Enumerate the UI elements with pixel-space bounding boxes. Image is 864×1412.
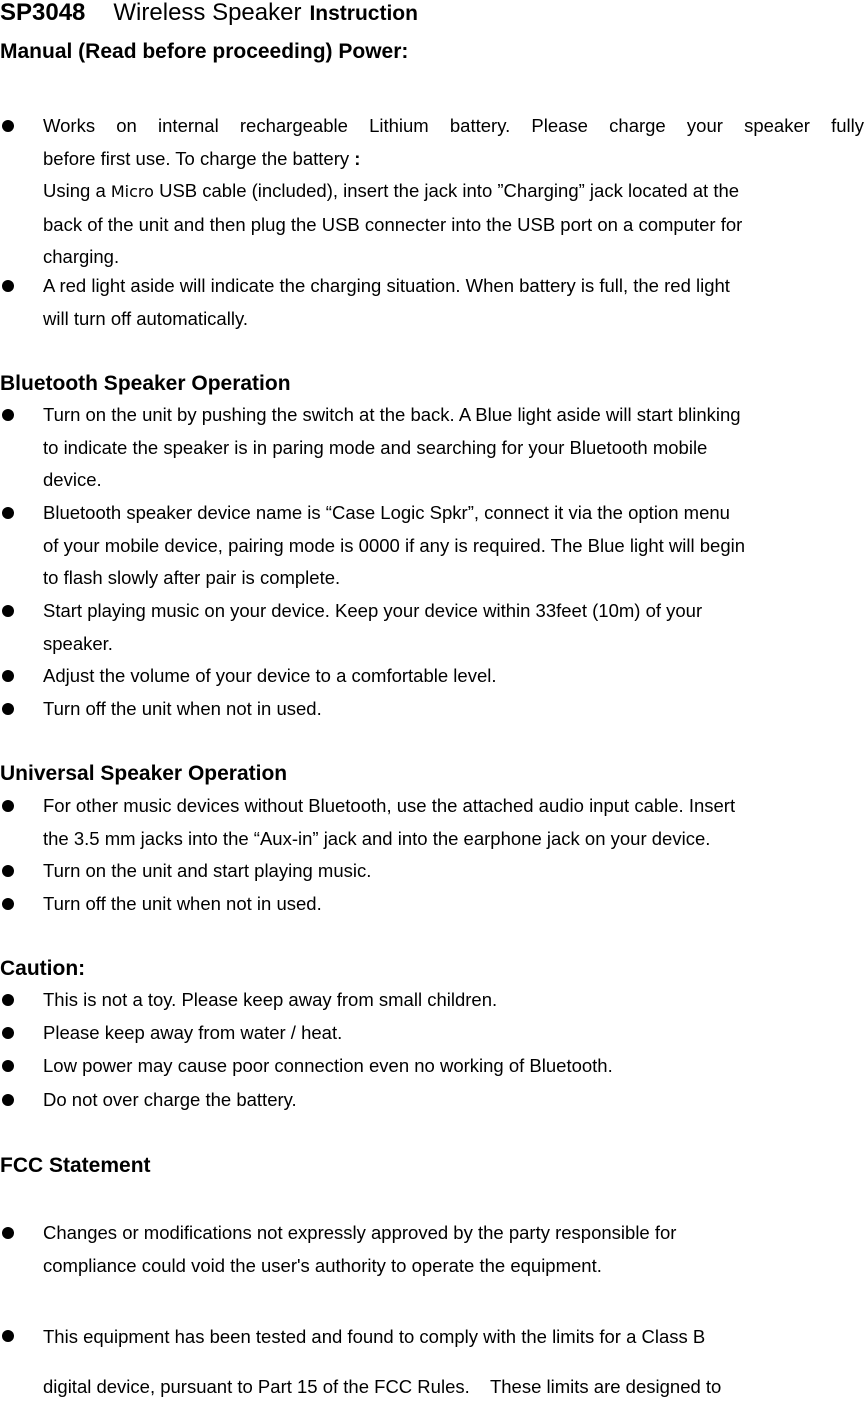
bullet-icon bbox=[2, 670, 14, 682]
bullet-icon bbox=[2, 409, 14, 421]
text-line: Do not over charge the battery. bbox=[43, 1089, 297, 1110]
bullet-icon bbox=[2, 1060, 14, 1072]
text-line: Turn on the unit and start playing music. bbox=[43, 860, 372, 881]
list-item-text bbox=[43, 1217, 864, 1282]
text-line: Low power may cause poor connection even no working of Bluetooth. bbox=[43, 1055, 613, 1076]
text-line: Turn on the unit by pushing the switch at the back. A Blue light aside will start blinking bbox=[43, 404, 741, 425]
section-heading-fcc: FCC Statement bbox=[0, 1154, 151, 1177]
list-item-text bbox=[43, 660, 864, 693]
bullet-icon bbox=[2, 605, 14, 617]
section-heading-universal: Universal Speaker Operation bbox=[0, 762, 288, 785]
text-line: Please keep away from water / heat. bbox=[43, 1022, 343, 1043]
text-line: to flash slowly after pair is complete. bbox=[43, 567, 341, 588]
list-item-text bbox=[43, 595, 864, 660]
document-title bbox=[0, 0, 418, 29]
bullet-icon bbox=[2, 703, 14, 715]
text-line: device. bbox=[43, 469, 102, 490]
list-item-text bbox=[43, 497, 864, 595]
text-fragment: Using a bbox=[43, 180, 106, 201]
bullet-icon bbox=[2, 120, 14, 132]
text-line: speaker. bbox=[43, 632, 113, 654]
text-line: Bluetooth speaker device name is “Case Logic Spkr”, connect it via the option menu bbox=[43, 502, 730, 523]
text-line: This equipment has been tested and found to comply with the limits for a Class B bbox=[43, 1326, 706, 1347]
product-name: Wireless Speaker bbox=[113, 0, 302, 26]
list-item-text bbox=[43, 110, 864, 274]
text-line: to indicate the speaker is in paring mode and searching for your Bluetooth mobile bbox=[43, 436, 708, 458]
bullet-icon bbox=[2, 280, 14, 292]
text-fragment: USB cable (included), insert the jack into ”Charging” jack located at the bbox=[159, 180, 740, 201]
model-number: SP3048 bbox=[0, 0, 86, 26]
section-heading-caution: Caution: bbox=[0, 957, 86, 980]
list-item-text bbox=[43, 1084, 864, 1117]
text-line: This is not a toy. Please keep away from small children. bbox=[43, 989, 498, 1010]
text-line bbox=[43, 175, 864, 209]
list-item-text bbox=[43, 1017, 864, 1050]
text-line: compliance could void the user's authority to operate the equipment. bbox=[43, 1254, 602, 1276]
title-instruction: Instruction bbox=[309, 2, 418, 25]
bullet-icon bbox=[2, 1227, 14, 1239]
text-line: Works on internal rechargeable Lithium battery. Please charge your speaker fully bbox=[43, 115, 864, 136]
text-line: charging. bbox=[43, 246, 120, 267]
list-item-text bbox=[43, 984, 864, 1017]
text-line: digital device, pursuant to Part 15 of the FCC Rules. These limits are designed to bbox=[43, 1376, 722, 1397]
list-item-text bbox=[43, 888, 864, 921]
text-fragment: before first use. To charge the battery bbox=[43, 147, 350, 169]
list-item-text bbox=[43, 790, 864, 855]
text-line: Turn off the unit when not in used. bbox=[43, 893, 322, 914]
bullet-icon bbox=[2, 1330, 14, 1342]
text-line: Adjust the volume of your device to a comfortable level. bbox=[43, 665, 497, 686]
bullet-icon bbox=[2, 800, 14, 812]
list-item-text bbox=[43, 1312, 864, 1412]
text-line: of your mobile device, pairing mode is 0000 if any is required. The Blue light will begin bbox=[43, 534, 746, 556]
bullet-icon bbox=[2, 1094, 14, 1106]
text-line bbox=[43, 143, 864, 176]
text-colon: : bbox=[354, 147, 361, 169]
document-subtitle: Manual (Read before proceeding) Power: bbox=[0, 40, 409, 63]
list-item-text bbox=[43, 270, 864, 335]
text-line: will turn off automatically. bbox=[43, 307, 248, 329]
list-item-text bbox=[43, 399, 864, 497]
list-item-text bbox=[43, 693, 864, 726]
bullet-icon bbox=[2, 994, 14, 1006]
text-line: the 3.5 mm jacks into the “Aux-in” jack and into the earphone jack on your device. bbox=[43, 827, 711, 849]
bullet-icon bbox=[2, 507, 14, 519]
bullet-icon bbox=[2, 898, 14, 910]
list-item-text bbox=[43, 855, 864, 888]
section-heading-bluetooth: Bluetooth Speaker Operation bbox=[0, 372, 291, 395]
text-line: Changes or modifications not expressly approved by the party responsible for bbox=[43, 1222, 677, 1243]
list-item-text bbox=[43, 1050, 864, 1083]
text-line: back of the unit and then plug the USB connecter into the USB port on a computer for bbox=[43, 213, 743, 235]
text-line: For other music devices without Bluetooth, use the attached audio input cable. Insert bbox=[43, 795, 736, 816]
text-line: Turn off the unit when not in used. bbox=[43, 698, 322, 719]
bullet-icon bbox=[2, 1027, 14, 1039]
text-line: A red light aside will indicate the charging situation. When battery is full, the red light bbox=[43, 275, 730, 296]
bullet-icon bbox=[2, 865, 14, 877]
text-micro: Micro bbox=[110, 182, 154, 201]
text-line: Start playing music on your device. Keep your device within 33feet (10m) of your bbox=[43, 600, 703, 621]
